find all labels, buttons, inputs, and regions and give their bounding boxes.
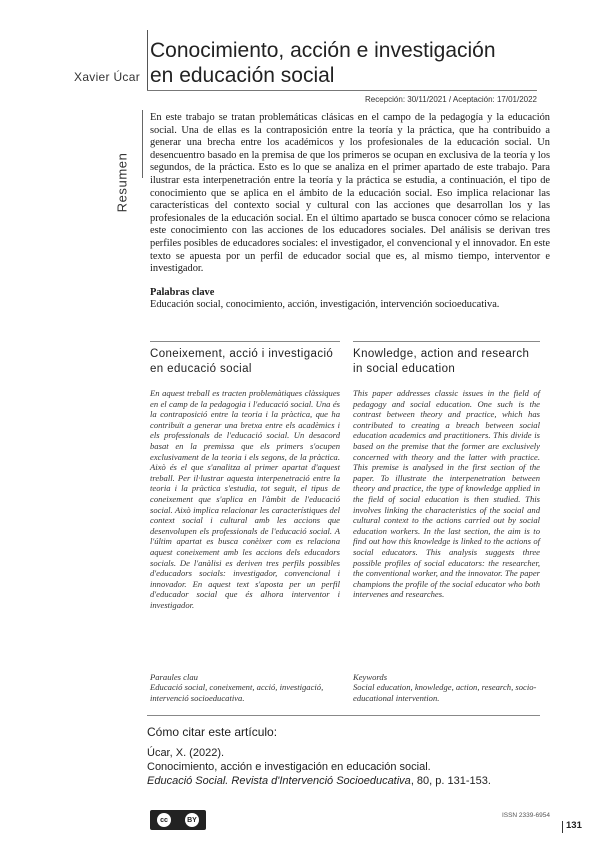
english-abstract: This paper addresses classic issues in the field of pedagogy and social education. One such is the contrast between theory and practice, which has contributed to creating a breach between social education academics and practitioners. This divide is based on the premise that the former are exclusively concerned with theory and the latter with practice. This premise is analysed in the first section of the paper. To illustrate the interpenetration between theory and practice, the type of knowledge applied in the field of social education is then studied. This involves linking the characteristics of the social and cultural context to the actions carried out by social education workers. In the last section, the aim is to find out how this knowledge is linked to the actions of social educators. This analysis suggests three possible profiles of social educators: the researcher, the conventional worker, and the innovator. The paper champions the profile of the social educator who both intervenes and researches. (353, 388, 540, 600)
citation-volume-pages: , 80, p. 131-153. (410, 775, 491, 787)
citation-line-1: Úcar, X. (2022). (147, 747, 225, 759)
issn: ISSN 2339-6954 (501, 812, 550, 819)
catalan-title-line-1: Coneixement, acció i investigació (150, 348, 334, 360)
keywords-heading: Palabras clave (150, 287, 215, 298)
english-title-line-2: in social education (353, 363, 456, 375)
title-line-2: en educación social (150, 64, 335, 87)
resumen-text: En este trabajo se tratan problemáticas clásicas en el campo de la pedagogía y la educación social. Una de ellas es la contraposición entre la teoría y la práctica, que ha contribuido a generar una brecha entre los académicos y los profesionales de la educación social. Un desencuentro basado en la premisa de que los primeros se ocupan en exclusiva de la teoría y los segundos, de la práctica. Esto es lo que se analiza en el primer apartado de este trabajo. Para ilustrar esta interpenetración entre la teoría y la práctica se estudia, a continuación, el tipo de conocimiento que se aplica en el ámbito de la educación social. Eso implica relacionar las características del contexto social y cultural con las acciones que desarrollan los y las profesionales de la educación social. En el último apartado se busca conocer cómo se relaciona este conocimiento con las acciones de los educadores sociales. Del análisis se derivan tres perfiles posibles de educadores sociales: el investigador, el convencional y el innovador. En este texto se apuesta por un perfil de educador social que es, al mismo tiempo, interventor e investigador. (150, 112, 550, 275)
article-title (150, 38, 570, 88)
reception-dates: Recepción: 30/11/2021 / Aceptación: 17/01/2022 (365, 95, 537, 104)
resumen-divider (142, 110, 143, 178)
catalan-top-rule (150, 341, 340, 342)
catalan-title-line-2: en educació social (150, 363, 252, 375)
page-number: 131 (566, 820, 582, 831)
header-rule (147, 90, 537, 91)
license-badge[interactable] (150, 810, 206, 830)
author-name: Xavier Úcar (74, 70, 140, 84)
citation-line-3 (147, 774, 491, 788)
title-divider (147, 30, 148, 90)
citation-line-2: Conocimiento, acción e investigación en educación social. (147, 761, 431, 773)
english-top-rule (353, 341, 540, 342)
resumen-label: Resumen (114, 152, 130, 213)
cc-icon: cc (157, 813, 171, 827)
english-keywords: Social education, knowledge, action, research, socio-educational intervention. (353, 682, 537, 703)
english-title (353, 347, 543, 377)
citation-heading: Cómo citar este artículo: (147, 725, 278, 739)
page-number-divider (562, 821, 563, 833)
english-keywords-heading: Keywords (353, 672, 388, 682)
catalan-abstract: En aquest treball es tracten problemàtiques clàssiques en el camp de la pedagogia i l'educació social. Una és la contraposició entre la teoria i la pràctica, que ha contribuït a generar una bretxa entre els acadèmics i els professionals de l'educació social. Un desacord basat en la premissa que els primers s'ocupen exclusivament de la teoria i els segons, de la pràctica. Això és el que s'analitza al primer apartat d'aquest treball. Per il·lustrar aquesta interpenetració entre la teoria i la pràctica s'estudia, tot seguit, el tipus de coneixement que s'aplica en l'àmbit de l'educació social. Això implica relacionar les característiques del context social i cultural amb les accions que desenvolupen els professionals de l'educació social. A l'últim apartat es busca conèixer com es relaciona aquest coneixement amb les accions dels educadors socials. De l'anàlisi es deriven tres perfils possibles d'educadors socials: investigador, convencional i innovador. En aquest text s'aposta per un perfil d'educador social que és alhora interventor i investigador. (150, 388, 340, 610)
by-icon: BY (185, 813, 199, 827)
catalan-keywords-heading: Paraules clau (150, 672, 198, 682)
catalan-title (150, 347, 345, 377)
citation-journal: Educació Social. Revista d'Intervenció Socioeducativa (147, 775, 411, 787)
catalan-keywords: Educació social, coneixement, acció, investigació, intervenció socioeducativa. (150, 682, 324, 703)
keywords-text: Educación social, conocimiento, acción, investigación, intervención socioeducativa. (150, 299, 500, 310)
citation-rule (147, 715, 540, 716)
english-title-line-1: Knowledge, action and research (353, 348, 530, 360)
title-line-1: Conocimiento, acción e investigación (150, 39, 496, 62)
